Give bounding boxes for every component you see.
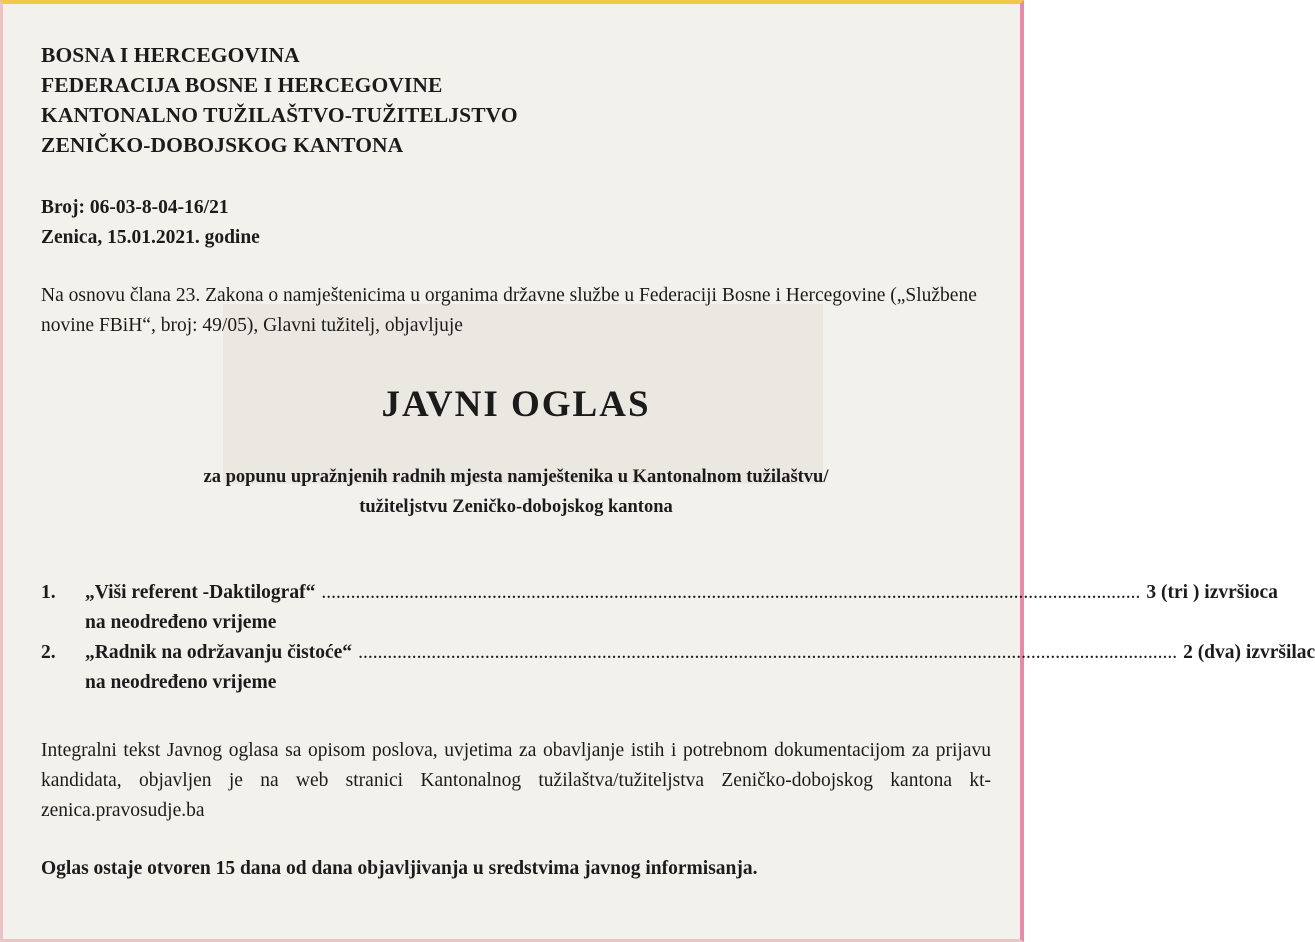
subtitle-line-2: tužiteljstvu Zeničko-dobojskog kantona xyxy=(359,497,673,517)
position-count: 2 (dva) izvršilac xyxy=(1183,642,1315,663)
reference-number: Broj: 06-03-8-04-16/21 xyxy=(41,197,229,218)
header-line-country: BOSNA I HERCEGOVINA xyxy=(41,43,300,67)
institution-header xyxy=(41,40,991,160)
reference-block xyxy=(41,193,991,253)
dot-leader: ........................................................................................................................................................................ xyxy=(321,582,1141,603)
position-term: na neodređeno vrijeme xyxy=(85,672,277,693)
position-item xyxy=(41,638,1315,668)
position-term: na neodređeno vrijeme xyxy=(85,612,277,633)
position-count: 3 (tri ) izvršioca xyxy=(1146,582,1278,603)
header-line-office: KANTONALNO TUŽILAŠTVO-TUŽITELJSTVO xyxy=(41,103,518,127)
header-line-canton: ZENIČKO-DOBOJSKOG KANTONA xyxy=(41,133,404,157)
position-number: 1. xyxy=(41,582,56,603)
document-subtitle xyxy=(41,462,991,522)
position-name: „Viši referent -Daktilograf“ xyxy=(85,582,316,603)
positions-list xyxy=(41,578,1315,698)
document-title: JAVNI OGLAS xyxy=(381,384,651,425)
intro-paragraph: Na osnovu člana 23. Zakona o namještenicima u organima državne službe u Federaciji Bosne i Hercegovine („Službene novine FBiH“, broj: 49/05), Glavni tužitelj, objavljuje xyxy=(41,285,977,336)
position-item xyxy=(41,578,1278,608)
header-line-federation: FEDERACIJA BOSNE I HERCEGOVINE xyxy=(41,73,443,97)
closing-statement: Oglas ostaje otvoren 15 dana od dana objavljivanja u sredstvima javnog informisanja. xyxy=(41,858,758,879)
reference-date: Zenica, 15.01.2021. godine xyxy=(41,227,260,248)
position-number: 2. xyxy=(41,642,56,663)
position-name: „Radnik na održavanju čistoće“ xyxy=(85,642,353,663)
dot-leader: ........................................................................................................................................................................ xyxy=(358,642,1178,663)
body-paragraph: Integralni tekst Javnog oglasa sa opisom poslova, uvjetima za obavljanje istih i potrebnom dokumentacijom za prijavu kandidata, objavljen je na web stranici Kantonalnog tužilaštva/tužiteljstva Zeničko-dobojskog kantona kt-zenica.pravosudje.ba xyxy=(41,740,991,821)
announcement xyxy=(41,40,1315,884)
subtitle-line-1: za popunu upražnjenih radnih mjesta namještenika u Kantonalnom tužilaštvu/ xyxy=(203,467,829,487)
